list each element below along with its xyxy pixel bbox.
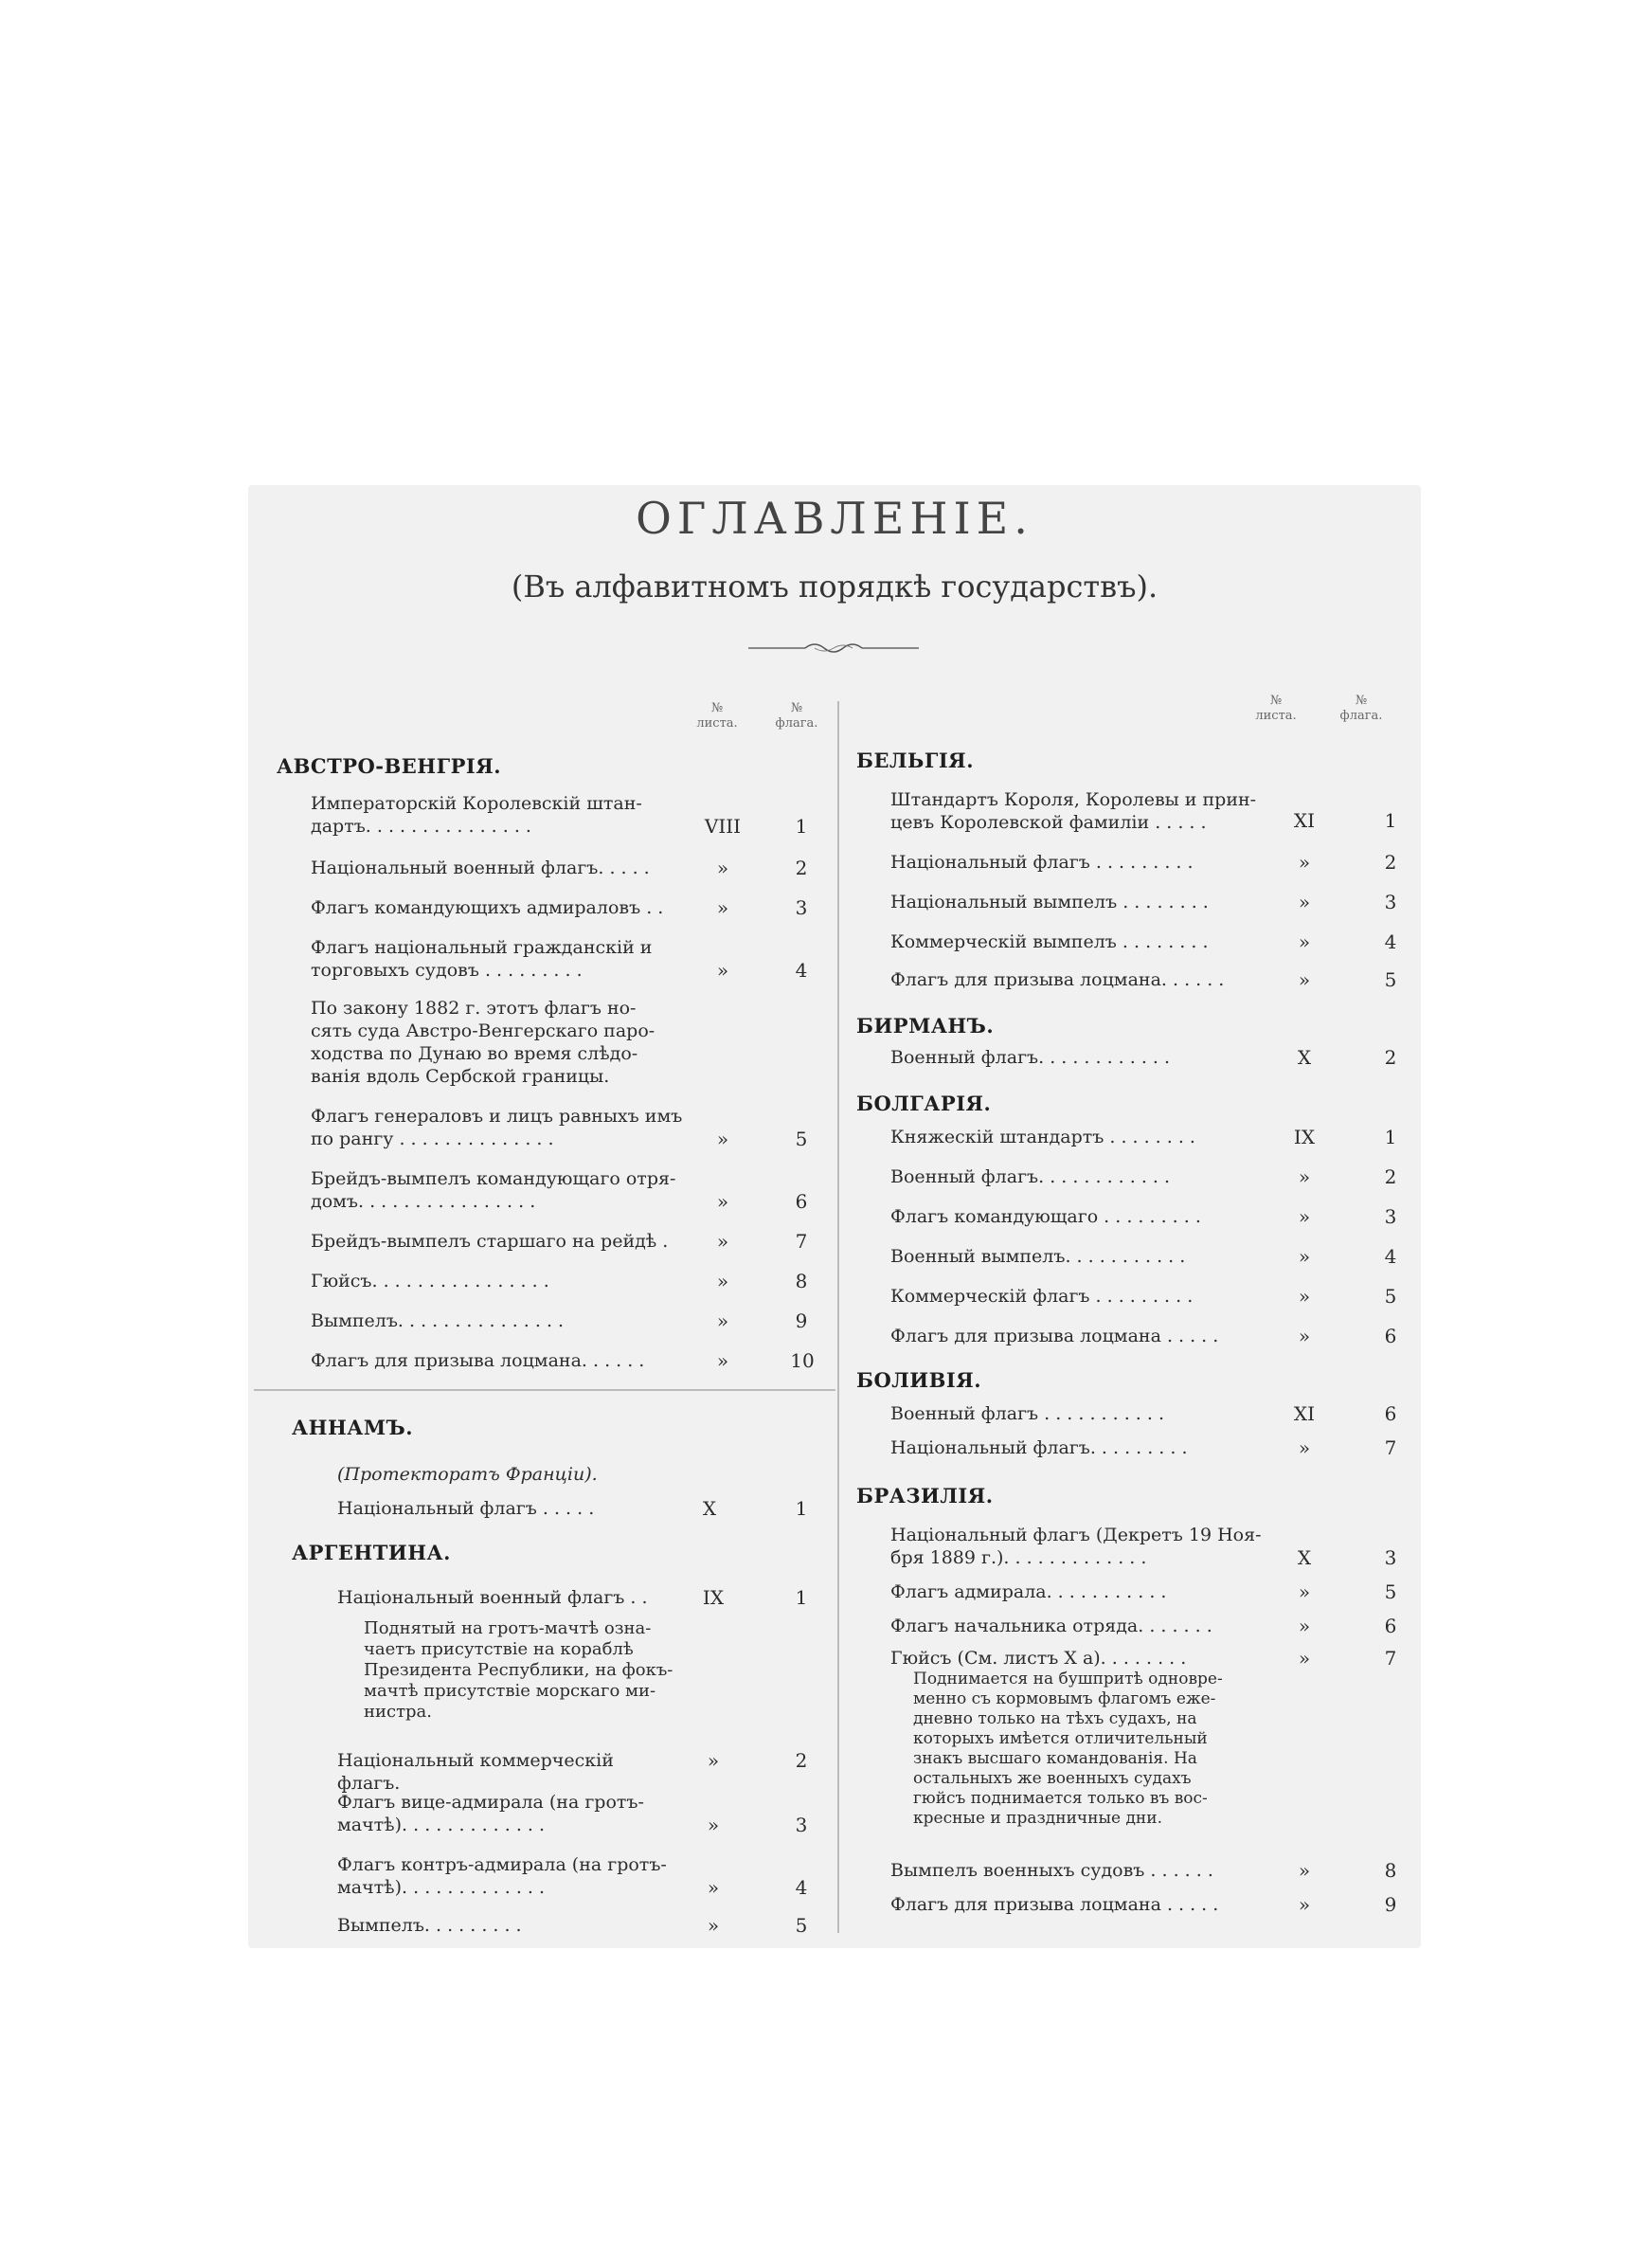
sheet-column-header: № листа. — [696, 701, 738, 731]
flag-column-header: № флага. — [775, 701, 818, 731]
sheet-number: IX — [702, 1586, 725, 1609]
toc-entry: Флагъ національный гражданскій и торговыхъ судовъ . . . . . . . . . — [311, 937, 653, 981]
flag-number: 3 — [795, 896, 808, 919]
flag-number: 1 — [795, 1497, 808, 1520]
sheet-number: » — [707, 1914, 720, 1937]
flag-number: 5 — [1384, 1285, 1397, 1308]
toc-entry: Національный военный флагъ . . — [337, 1587, 648, 1608]
flag-number: 10 — [790, 1349, 815, 1372]
sheet-number: » — [707, 1876, 720, 1899]
section-divider — [254, 1389, 835, 1391]
sheet-number: » — [1298, 1859, 1311, 1882]
flag-number: 3 — [1384, 891, 1397, 913]
flag-number: 5 — [1384, 1580, 1397, 1603]
section-heading-brazil: БРАЗИЛІЯ. — [856, 1484, 994, 1508]
sheet-number: » — [1298, 968, 1311, 991]
sheet-number: » — [1298, 1615, 1311, 1637]
sheet-number: X — [1297, 1546, 1312, 1569]
sheet-number: » — [716, 896, 729, 919]
toc-entry: Флагъ контръ-адмирала (на гротъ- мачтѣ). . . . . . . . . . . . . — [337, 1854, 667, 1898]
sheet-number: » — [1298, 851, 1311, 874]
toc-entry: Національный вымпелъ . . . . . . . . — [890, 892, 1209, 912]
toc-entry: Вымпелъ. . . . . . . . . . . . . . . — [311, 1310, 565, 1331]
flag-number: 2 — [795, 1749, 808, 1772]
toc-entry: Флагъ командующихъ адмираловъ . . — [311, 897, 664, 918]
toc-entry: Флагъ вице-адмирала (на гротъ- мачтѣ). . . . . . . . . . . . . — [337, 1792, 644, 1835]
decorative-flourish — [748, 637, 919, 659]
flag-note: Поднятый на гротъ-мачтѣ озна- чаетъ присутствіе на кораблѣ Президента Республики, на фокъ- мачтѣ присутствіе морскаго ми- нистра. — [364, 1618, 673, 1722]
sheet-number: » — [716, 1349, 729, 1372]
flag-number: 9 — [795, 1309, 808, 1332]
section-heading-belgium: БЕЛЬГІЯ. — [856, 749, 975, 772]
toc-entry: Императорскій Королевскій штан- дартъ. . . . . . . . . . . . . . . — [311, 793, 642, 837]
toc-entry: Гюйсъ (См. листъ X a). . . . . . . . — [890, 1648, 1187, 1669]
section-heading-burma: БИРМАНЪ. — [856, 1014, 995, 1038]
sheet-number: » — [1298, 1436, 1311, 1459]
toc-entry: Національный коммерческій флагъ. — [337, 1750, 614, 1794]
sheet-number: » — [1298, 1245, 1311, 1268]
flag-number: 4 — [1384, 930, 1397, 953]
toc-entry: Національный флагъ . . . . . . . . . — [890, 852, 1194, 873]
flag-number: 6 — [1384, 1325, 1397, 1347]
flag-number: 2 — [1384, 851, 1397, 874]
toc-entry: Флагъ генераловъ и лицъ равныхъ имъ по рангу . . . . . . . . . . . . . . — [311, 1106, 683, 1149]
section-heading-annam: АННАМЪ. — [292, 1416, 414, 1439]
toc-entry: Коммерческій вымпелъ . . . . . . . . — [890, 931, 1209, 952]
toc-entry: Брейдъ-вымпелъ старшаго на рейдѣ . — [311, 1231, 669, 1252]
sheet-number: » — [1298, 1647, 1311, 1670]
sheet-number: VIII — [704, 815, 742, 838]
sheet-number: » — [1298, 1205, 1311, 1228]
sheet-number: » — [1298, 1285, 1311, 1308]
sheet-number: » — [716, 857, 729, 879]
flag-number: 4 — [795, 1876, 808, 1899]
toc-entry: Флагъ для призыва лоцмана . . . . . — [890, 1326, 1219, 1346]
sheet-number: » — [716, 1190, 729, 1213]
page-title: ОГЛАВЛЕНІЕ. — [636, 493, 1033, 544]
toc-entry: Военный флагъ . . . . . . . . . . . — [890, 1403, 1164, 1424]
flag-number: 4 — [1384, 1245, 1397, 1268]
sheet-number: » — [716, 1230, 729, 1253]
sheet-number: » — [1298, 1325, 1311, 1347]
toc-note: По закону 1882 г. этотъ флагъ но- сять суда Австро-Венгерскаго паро- ходства по Дунаю во время слѣдо- ванія вдоль Сербской границы. — [311, 998, 655, 1087]
toc-entry: Княжескій штандартъ . . . . . . . . — [890, 1127, 1195, 1147]
section-heading-bolivia: БОЛИВІЯ. — [856, 1368, 982, 1392]
flag-number: 2 — [1384, 1046, 1397, 1069]
sheet-number: » — [1298, 891, 1311, 913]
sheet-number: X — [702, 1497, 717, 1520]
toc-entry: Національный военный флагъ. . . . . — [311, 858, 650, 878]
flag-number: 5 — [1384, 968, 1397, 991]
flag-number: 7 — [1384, 1647, 1397, 1670]
protectorate-note: (Протекторатъ Франціи). — [337, 1464, 598, 1485]
sheet-column-header: № листа. — [1255, 694, 1297, 723]
flag-number: 7 — [795, 1230, 808, 1253]
flag-column-header: № флага. — [1339, 694, 1383, 723]
toc-entry: Вымпелъ. . . . . . . . . — [337, 1915, 522, 1936]
flag-number: 9 — [1384, 1893, 1397, 1916]
flag-number: 1 — [795, 815, 808, 838]
flag-number: 3 — [1384, 1546, 1397, 1569]
flag-number: 1 — [1384, 1126, 1397, 1148]
sheet-number: » — [1298, 1893, 1311, 1916]
section-heading-austria: АВСТРО-ВЕНГРІЯ. — [277, 754, 502, 778]
sheet-number: » — [716, 1128, 729, 1150]
flag-number: 1 — [795, 1586, 808, 1609]
sheet-number: IX — [1293, 1126, 1316, 1148]
toc-entry: Флагъ для призыва лоцмана . . . . . — [890, 1894, 1219, 1915]
sheet-number: » — [1298, 1580, 1311, 1603]
sheet-number: X — [1297, 1046, 1312, 1069]
flag-number: 3 — [795, 1814, 808, 1836]
flag-number: 2 — [1384, 1165, 1397, 1188]
flag-number: 5 — [795, 1914, 808, 1937]
sheet-number: » — [707, 1814, 720, 1836]
sheet-number: » — [707, 1749, 720, 1772]
flag-number: 1 — [1384, 809, 1397, 832]
toc-entry: Флагъ начальника отряда. . . . . . . — [890, 1616, 1212, 1636]
toc-entry: Національный флагъ (Декретъ 19 Ноя- бря 1889 г.). . . . . . . . . . . . . — [890, 1525, 1262, 1568]
flag-number: 6 — [1384, 1615, 1397, 1637]
flag-number: 6 — [1384, 1402, 1397, 1425]
page-subtitle: (Въ алфавитномъ порядкѣ государствъ). — [511, 569, 1158, 605]
sheet-number: » — [1298, 1165, 1311, 1188]
toc-entry: Вымпелъ военныхъ судовъ . . . . . . — [890, 1860, 1213, 1881]
sheet-number: » — [716, 1270, 729, 1292]
toc-entry: Національный флагъ . . . . . — [337, 1498, 595, 1519]
toc-entry: Штандартъ Короля, Королевы и прин- цевъ Королевской фамиліи . . . . . — [890, 789, 1257, 833]
column-divider — [837, 701, 839, 1933]
flag-number: 3 — [1384, 1205, 1397, 1228]
flag-number: 7 — [1384, 1436, 1397, 1459]
toc-entry: Гюйсъ. . . . . . . . . . . . . . . . — [311, 1271, 549, 1291]
toc-entry: Военный вымпелъ. . . . . . . . . . . — [890, 1246, 1186, 1267]
sheet-number: » — [716, 959, 729, 982]
flag-number: 4 — [795, 959, 808, 982]
sheet-number: XI — [1293, 1402, 1316, 1425]
flag-number: 8 — [1384, 1859, 1397, 1882]
sheet-number: » — [1298, 930, 1311, 953]
toc-entry: Флагъ для призыва лоцмана. . . . . . — [890, 969, 1225, 990]
flag-number: 5 — [795, 1128, 808, 1150]
toc-entry: Флагъ для призыва лоцмана. . . . . . — [311, 1350, 645, 1371]
sheet-number: » — [716, 1309, 729, 1332]
toc-entry: Флагъ адмирала. . . . . . . . . . . — [890, 1581, 1167, 1602]
toc-entry: Военный флагъ. . . . . . . . . . . . — [890, 1047, 1171, 1068]
toc-entry: Коммерческій флагъ . . . . . . . . . — [890, 1286, 1194, 1307]
toc-entry: Національный флагъ. . . . . . . . . — [890, 1437, 1188, 1458]
section-heading-argentina: АРГЕНТИНА. — [292, 1541, 451, 1564]
flag-number: 2 — [795, 857, 808, 879]
toc-entry: Флагъ командующаго . . . . . . . . . — [890, 1206, 1201, 1227]
toc-entry: Военный флагъ. . . . . . . . . . . . — [890, 1166, 1171, 1187]
toc-entry: Брейдъ-вымпелъ командующаго отря- домъ. . . . . . . . . . . . . . . . — [311, 1168, 676, 1212]
flag-number: 8 — [795, 1270, 808, 1292]
flag-number: 6 — [795, 1190, 808, 1213]
section-heading-bulgaria: БОЛГАРІЯ. — [856, 1092, 992, 1115]
sheet-number: XI — [1293, 809, 1316, 832]
jack-note: Поднимается на бушпритѣ одновре- менно съ кормовымъ флагомъ еже- дневно только на тѣхъ судахъ, на которыхъ имѣется отличительный знакъ высшаго командованія. На остальныхъ же военныхъ судахъ гюйсъ поднимается только въ вос- кресные и праздничные дни. — [913, 1670, 1223, 1828]
